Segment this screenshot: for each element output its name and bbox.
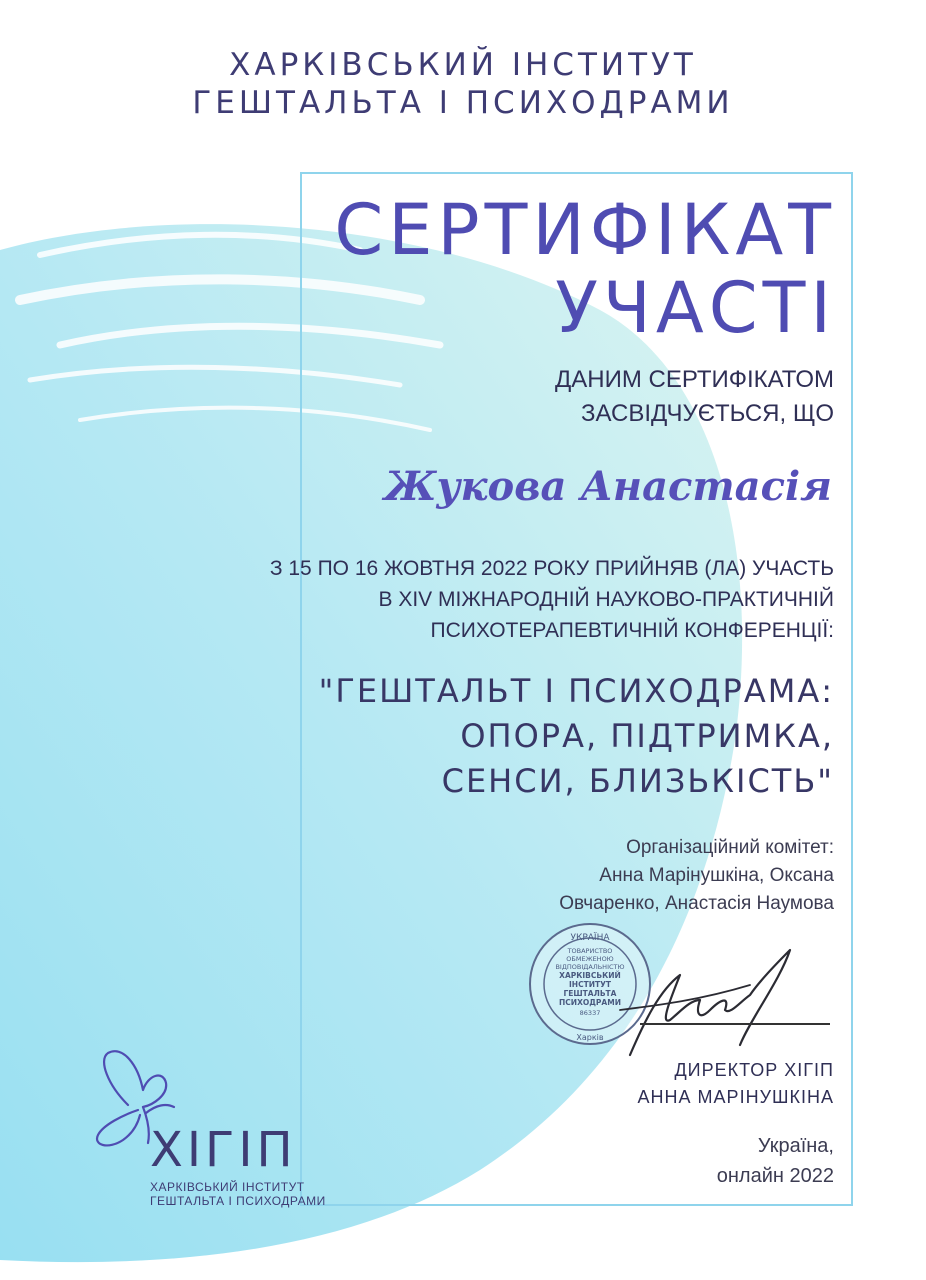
svg-text:ТОВАРИСТВО: ТОВАРИСТВО <box>567 947 613 955</box>
svg-text:ІНСТИТУТ: ІНСТИТУТ <box>569 980 611 989</box>
institute-name-line1: ХАРКІВСЬКИЙ ІНСТИТУТ <box>229 47 697 83</box>
svg-text:ХАРКІВСЬКИЙ: ХАРКІВСЬКИЙ <box>559 971 621 980</box>
svg-text:ОБМЕЖЕНОЮ: ОБМЕЖЕНОЮ <box>566 955 614 963</box>
svg-text:ПСИХОДРАМИ: ПСИХОДРАМИ <box>559 998 621 1007</box>
signature-line <box>640 1023 830 1025</box>
svg-text:Харків: Харків <box>576 1033 604 1042</box>
location-country: Україна, <box>757 1135 834 1157</box>
committee-members-line2: Овчаренко, Анастасія Наумова <box>559 893 834 914</box>
recipient-name: Жукова Анастасія <box>384 463 832 510</box>
director-title: ДИРЕКТОР ХІГІП <box>674 1060 834 1080</box>
attest-line1: ДАНИМ СЕРТИФІКАТОМ <box>555 366 834 393</box>
certificate-title-line1: СЕРТИФІКАТ <box>334 189 836 271</box>
svg-text:ВІДПОВІДАЛЬНІСТЮ: ВІДПОВІДАЛЬНІСТЮ <box>555 963 625 971</box>
location-online-year: онлайн 2022 <box>716 1165 834 1187</box>
logo-brand: ХІГІП <box>150 1122 297 1178</box>
institute-name-line2: ГЕШТАЛЬТА І ПСИХОДРАМИ <box>192 85 734 121</box>
logo-subtitle-line2: ГЕШТАЛЬТА І ПСИХОДРАМИ <box>150 1194 326 1208</box>
director-signature <box>600 940 810 1070</box>
committee-heading: Організаційний комітет: <box>626 837 834 858</box>
committee-members-line1: Анна Марінушкіна, Оксана <box>599 865 834 886</box>
certificate-title-line2: УЧАСТІ <box>555 267 836 349</box>
conference-title-line2: ОПОРА, ПІДТРИМКА, <box>460 717 834 755</box>
attest-line2: ЗАСВІДЧУЄТЬСЯ, ЩО <box>581 400 834 427</box>
conference-title-line3: СЕНСИ, БЛИЗЬКІСТЬ" <box>441 762 834 800</box>
description-line3: ПСИХОТЕРАПЕВТИЧНІЙ КОНФЕРЕНЦІЇ: <box>430 619 834 642</box>
conference-title-line1: "ГЕШТАЛЬТ І ПСИХОДРАМА: <box>318 672 834 710</box>
description-line2: В XIV МІЖНАРОДНІЙ НАУКОВО-ПРАКТИЧНІЙ <box>378 588 834 611</box>
svg-text:ГЕШТАЛЬТА: ГЕШТАЛЬТА <box>563 989 617 998</box>
description-line1: З 15 ПО 16 ЖОВТНЯ 2022 РОКУ ПРИЙНЯВ (ЛА) УЧАСТЬ <box>269 557 834 580</box>
svg-text:86337: 86337 <box>579 1009 601 1017</box>
logo-subtitle-line1: ХАРКІВСЬКИЙ ІНСТИТУТ <box>150 1180 305 1194</box>
svg-text:УКРАЇНА: УКРАЇНА <box>570 933 610 943</box>
director-name: АННА МАРІНУШКІНА <box>637 1087 834 1107</box>
